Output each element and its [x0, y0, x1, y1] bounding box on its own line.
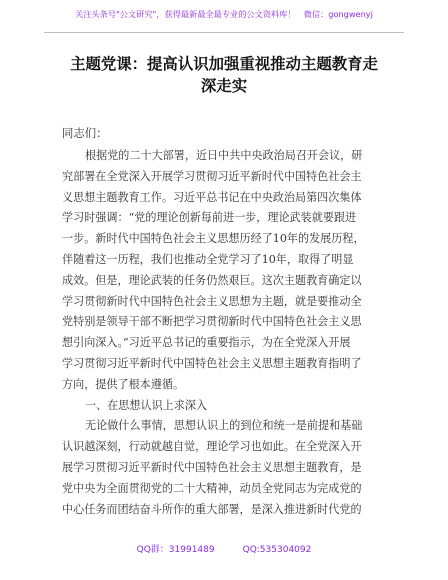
document-body: [62, 146, 388, 520]
body-text-line: 学习贯彻新时代中国特色社会主义思想为主题，就是要推动全: [62, 294, 362, 308]
body-text-line: 究部署在全党深入开展学习贯彻习近平新时代中国特色社会主: [62, 169, 362, 183]
body-text-line: 成效。但是，理论武装的任务仍然艰巨。这次主题教育确定以: [62, 273, 362, 287]
body-text-line: 展学习贯彻习近平新时代中国特色社会主义思想主题教育，是: [62, 460, 362, 474]
document-title: [60, 53, 388, 97]
document-title-line-2: 深走实: [200, 77, 248, 95]
document-title-line-1: 主题党课：提高认识加强重视推动主题教育走: [70, 55, 378, 73]
body-text-line: 一、在思想认识上求深入: [85, 398, 208, 412]
body-text-line: 想引向深入。”习近平总书记的重要指示，为在全党深入开展: [62, 336, 351, 350]
footer-qq-group: QQ群：31991489: [136, 545, 215, 555]
body-text-line: 根据党的二十大部署，近日中共中央政治局召开会议，研: [85, 149, 363, 162]
body-text-line: 学习贯彻习近平新时代中国特色社会主义思想主题教育指明了: [62, 356, 362, 370]
body-text-line: 无论做什么事情，思想认识上的到位和统一是前提和基础: [85, 419, 363, 433]
body-text-line: 方向，提供了根本遵循。: [62, 377, 185, 391]
body-text-line: 党中央为全面贯彻党的二十大精神，动员全党同志为完成党的: [62, 481, 362, 495]
body-text-line: 中心任务而团结奋斗所作的重大部署，是深入推进新时代党的: [62, 502, 362, 516]
body-text-line: 义思想主题教育工作。习近平总书记在中央政治局第四次集体: [62, 190, 362, 204]
body-text-line: 学习时强调：“党的理论创新每前进一步，理论武装就要跟进: [62, 211, 357, 225]
footer-qq: QQ:535304092: [242, 545, 312, 555]
body-text-line: 党特别是领导干部不断把学习贯彻新时代中国特色社会主义思: [62, 315, 362, 329]
header-divider: [44, 32, 404, 33]
promo-header: 关注头条号"公文研究"，获得最新最全最专业的公文资料库！ 微信：gongwenyj: [75, 9, 373, 19]
salutation: 同志们：: [62, 126, 108, 140]
contact-footer: [0, 542, 448, 555]
body-text-line: 伴随着这一历程，我们也推动全党学习了10年，取得了明显: [62, 252, 354, 266]
body-text-line: 一步。新时代中国特色社会主义思想历经了10年的发展历程，: [62, 232, 365, 246]
body-text-line: 认识越深刻，行动就越自觉，理论学习也如此。在全党深入开: [62, 440, 362, 454]
